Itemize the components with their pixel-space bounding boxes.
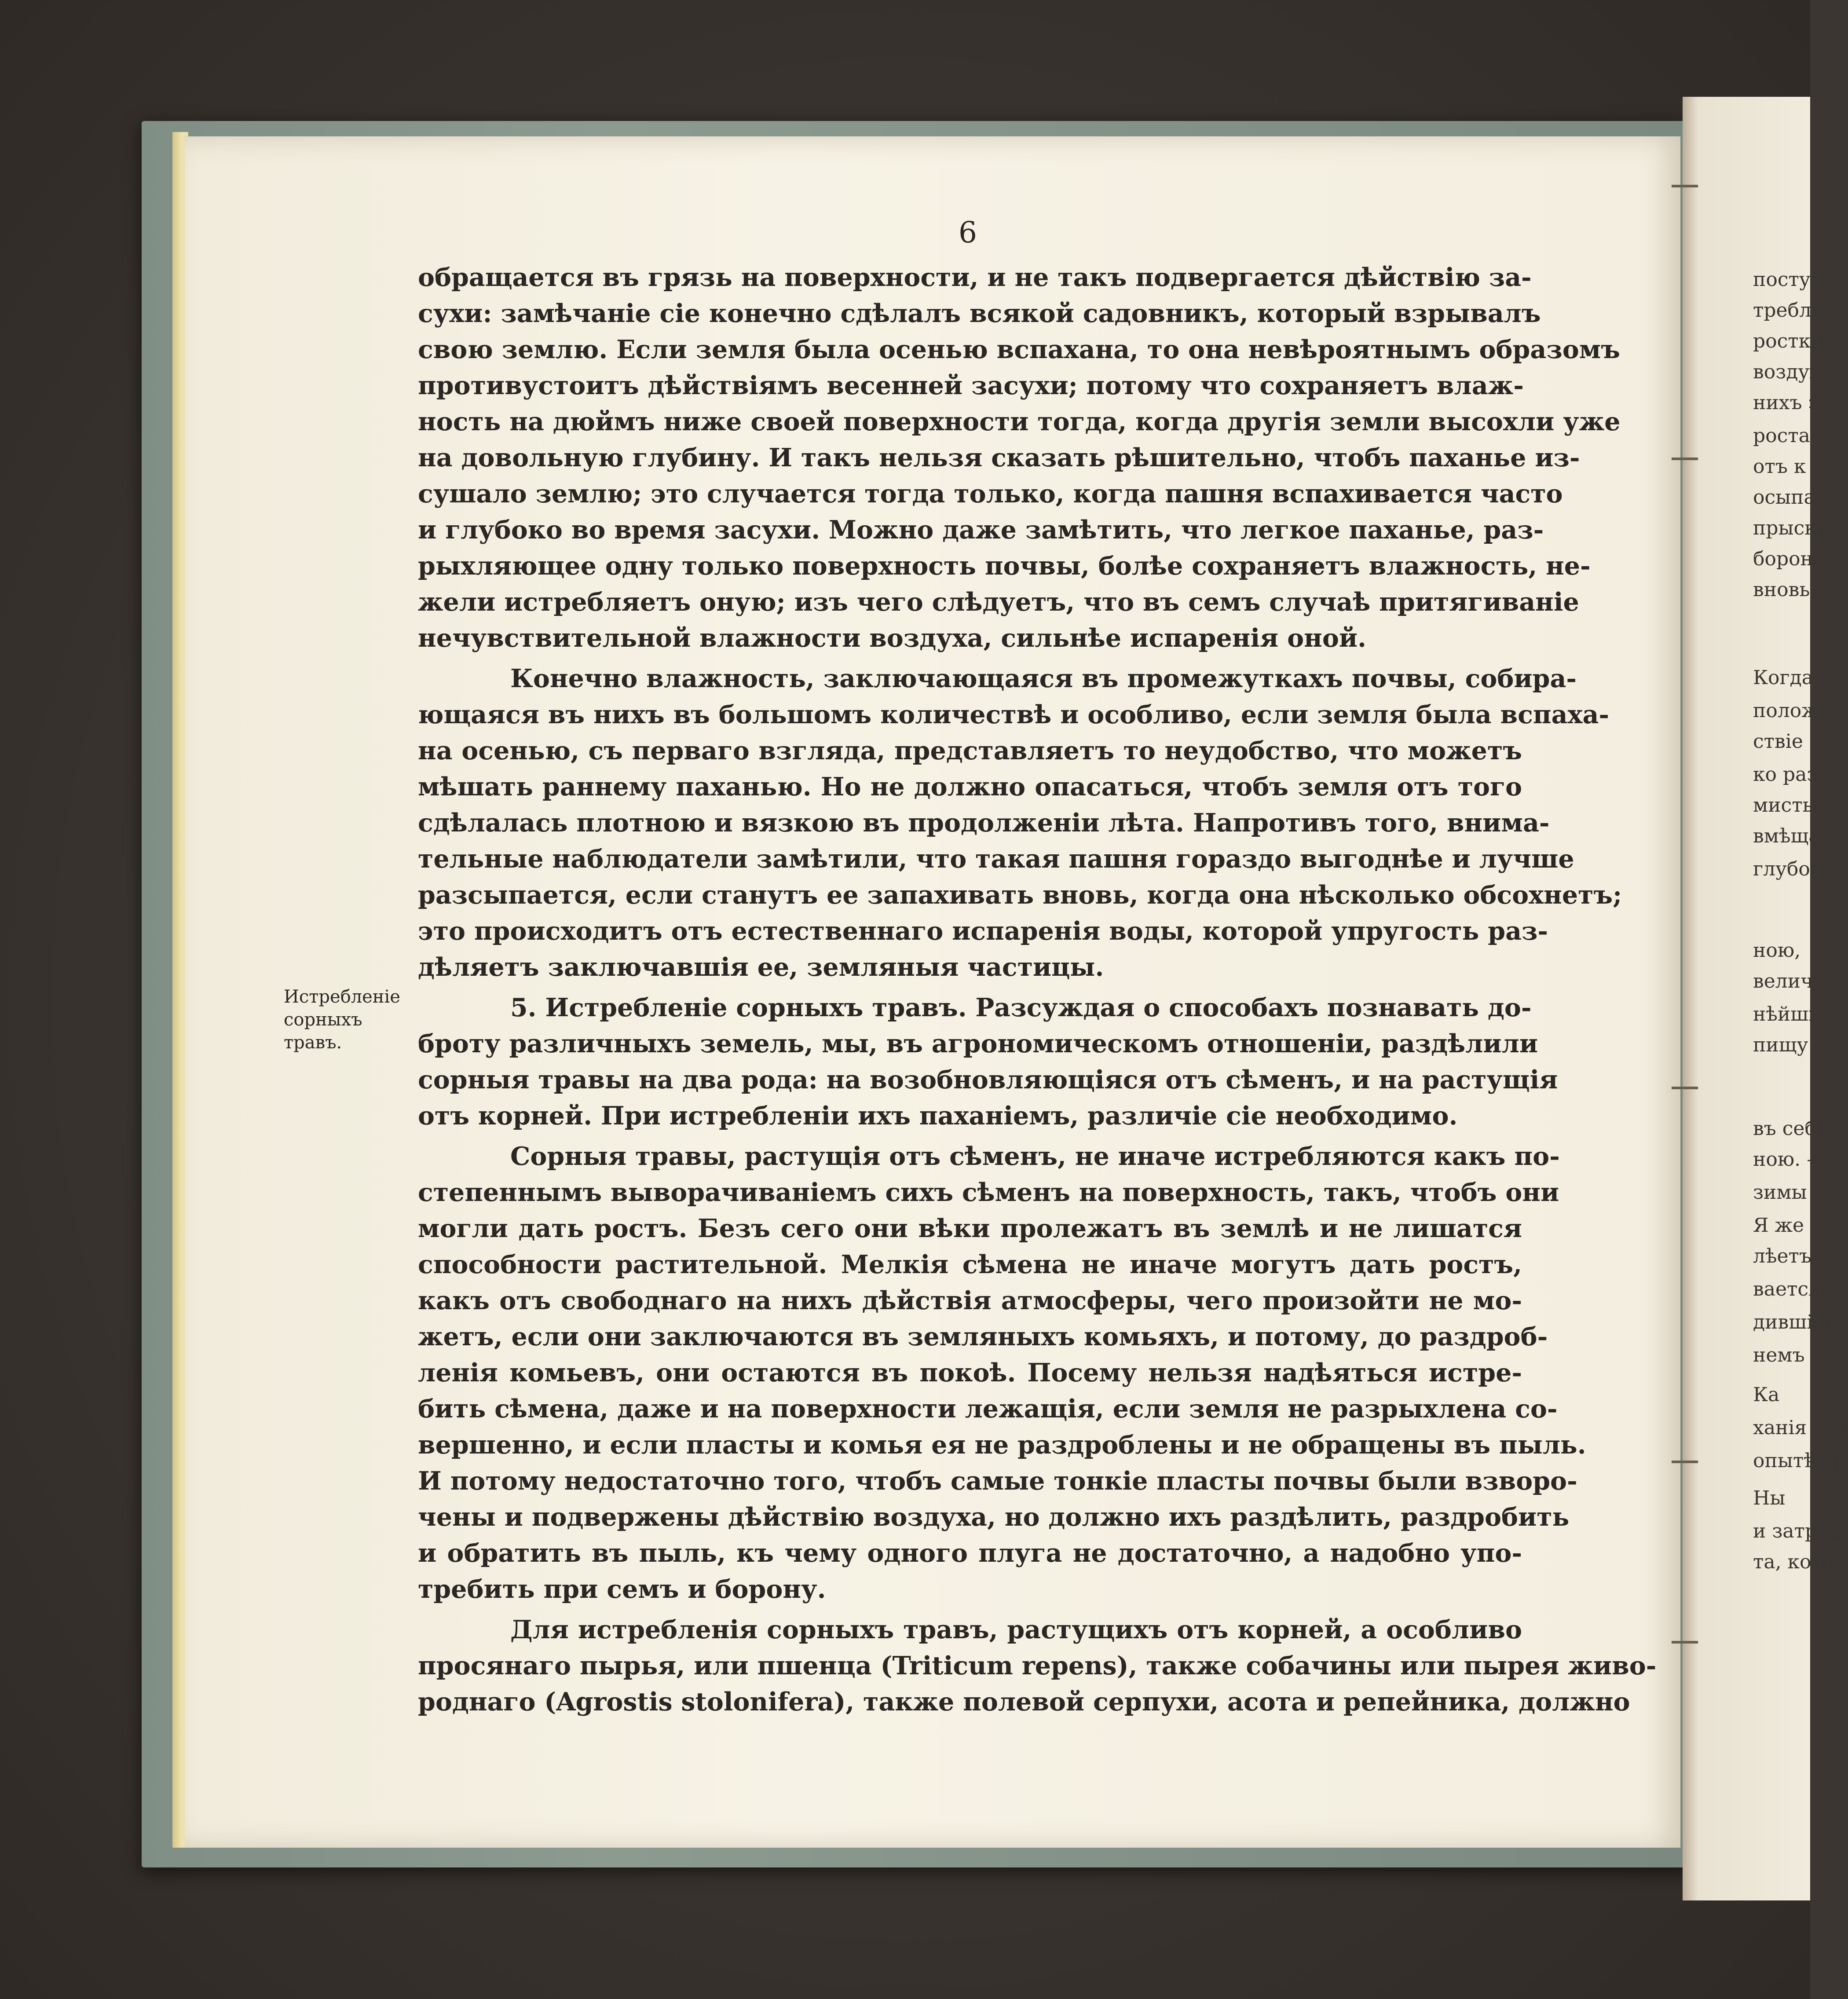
paragraph — [418, 260, 1621, 656]
facing-page-fragment: осыпа — [1753, 486, 1815, 509]
gutter-mark — [1672, 1461, 1698, 1463]
facing-page-fragment: зимы — [1753, 1181, 1807, 1204]
margin-note-line: Истребленіе — [284, 987, 400, 1007]
paragraph-gap — [418, 656, 1522, 661]
facing-page — [1683, 97, 1848, 1900]
margin-note-line: сорныхъ — [284, 1010, 362, 1030]
paragraph — [418, 661, 1622, 985]
margin-note — [284, 985, 411, 1054]
facing-page-fragment: отъ к — [1753, 455, 1806, 478]
facing-page-fragment: Когда — [1753, 666, 1813, 689]
text-line: Сорныя травы, растущія отъ сѣменъ, не иначе истребляются какъ по- — [510, 1142, 1560, 1171]
facing-page-fragment: лѣетъ — [1753, 1245, 1811, 1267]
facing-page-fragment: воздух — [1753, 361, 1821, 383]
text-line: могли дать ростъ. Безъ сего они вѣки пролежатъ въ землѣ и не лишатся — [418, 1214, 1522, 1243]
gutter-mark — [1672, 458, 1698, 460]
facing-page-fragment: поступа — [1753, 268, 1835, 291]
facing-page-fragment: опытѣ ср — [1753, 1450, 1845, 1472]
facing-page-fragment: Ка — [1753, 1384, 1780, 1406]
facing-page-fragment: ко раз — [1753, 763, 1818, 786]
text-line: сушало землю; это случается тогда только, когда пашня вспахивается часто — [418, 479, 1563, 509]
text-line: ность на дюймъ ниже своей поверхности тогда, когда другія земли высохли уже — [418, 407, 1621, 436]
text-line: 5. Истребленіе сорныхъ травъ. Разсуждая о способахъ познавать до- — [510, 993, 1532, 1022]
paragraph — [418, 1139, 1586, 1607]
text-line: свою землю. Если земля была осенью вспахана, то она невѣроятнымъ образомъ — [418, 335, 1620, 364]
facing-page-fragment: мисты — [1753, 794, 1818, 816]
text-line: противустоитъ дѣйствіямъ весенней засухи; потому что сохраняетъ влаж- — [418, 371, 1524, 400]
paragraph-gap — [418, 1607, 1522, 1612]
gutter-mark — [1672, 185, 1698, 187]
paragraph — [418, 1612, 1657, 1720]
page-number: 6 — [959, 216, 977, 249]
text-line: способности растительной. Мелкія сѣмена не иначе могутъ дать ростъ, — [418, 1250, 1522, 1279]
text-line: рыхляющее одну только поверхность почвы, болѣе сохраняетъ влажность, не- — [418, 551, 1591, 581]
text-line: отъ корней. При истребленіи ихъ паханіемъ, различіе сіе необходимо. — [418, 1101, 1458, 1131]
paragraph-gap — [418, 985, 1522, 990]
text-line: и обратить въ пыль, къ чему одного плуга не достаточно, а надобно упо- — [418, 1538, 1522, 1568]
gutter-mark — [1672, 1641, 1698, 1644]
text-line: и глубоко во время засухи. Можно даже замѣтить, что легкое паханье, раз- — [418, 515, 1544, 545]
text-line: просянаго пырья, или пшенца (Triticum repens), также собачины или пырея живо- — [418, 1651, 1657, 1680]
text-line: это происходитъ отъ естественнаго испаренія воды, которой упругость раз- — [418, 916, 1548, 946]
paragraph — [418, 990, 1558, 1134]
margin-note-line: травъ. — [284, 1032, 342, 1053]
facing-page-fragment: ною. — — [1753, 1148, 1826, 1171]
facing-page-fragment: треблял — [1753, 299, 1836, 322]
facing-page-fragment: въ себѣ — [1753, 1117, 1828, 1140]
text-line: на осенью, съ перваго взгляда, представляетъ то неудобство, что можетъ — [418, 736, 1522, 765]
text-line: бить сѣмена, даже и на поверхности лежащія, если земля не разрыхлена со- — [418, 1394, 1558, 1424]
text-line: ющаяся въ нихъ въ большомъ количествѣ и особливо, если земля была вспаха- — [418, 700, 1610, 729]
text-line: И потому недостаточно того, чтобъ самые тонкіе пласты почвы были взворо- — [418, 1466, 1577, 1496]
facing-page-fragment: бороно — [1753, 548, 1825, 570]
facing-page-fragment: ною, — [1753, 939, 1801, 962]
text-line: требить при семъ и борону. — [418, 1574, 826, 1604]
paragraph-gap — [418, 1134, 1522, 1139]
text-line: на довольную глубину. И такъ нельзя сказать рѣшительно, чтобъ паханье из- — [418, 443, 1580, 472]
text-line: тельные наблюдатели замѣтили, что такая пашня гораздо выгоднѣе и лучше — [418, 844, 1574, 874]
facing-page-fragment: вновь — [1753, 578, 1810, 601]
facing-page-fragment: нѣйши — [1753, 1003, 1822, 1025]
facing-page-fragment: нихъ з — [1753, 392, 1819, 414]
text-line: сухи: замѣчаніе сіе конечно сдѣлалъ всякой садовникъ, который взрывалъ — [418, 299, 1541, 328]
body-text — [418, 260, 1657, 1720]
text-line: Для истребленія сорныхъ травъ, растущихъ отъ корней, а особливо — [510, 1615, 1522, 1644]
text-line: роднаго (Agrostis stolonifera), также полевой серпухи, асота и репейника, должно — [418, 1687, 1630, 1717]
facing-page-fragment: прыски — [1753, 517, 1830, 539]
facing-page-fragment: вается, — [1753, 1278, 1827, 1300]
text-line: жели истребляетъ оную; изъ чего слѣдуетъ, что въ семъ случаѣ притягиваніе — [418, 587, 1579, 617]
text-line: Конечно влажность, заключающаяся въ промежуткахъ почвы, собира- — [510, 664, 1577, 693]
text-line: степеннымъ выворачиваніемъ сихъ сѣменъ на поверхность, такъ, чтобъ они — [418, 1178, 1559, 1207]
facing-page-fragment: ростки — [1753, 330, 1824, 352]
facing-page-fragment: Я же у — [1753, 1214, 1822, 1237]
facing-page-fragment: Ны — [1753, 1487, 1786, 1509]
text-line: разсыпается, если станутъ ее запахивать вновь, когда она нѣсколько обсохнетъ; — [418, 880, 1622, 910]
facing-page-fragment: немъ кл — [1753, 1344, 1836, 1366]
facing-page-fragment: дившіяся — [1753, 1311, 1848, 1333]
text-line: жетъ, если они заключаются въ земляныхъ комьяхъ, и потому, до раздроб- — [418, 1322, 1548, 1351]
text-line: нечувствительной влажности воздуха, сильнѣе испаренія оной. — [418, 623, 1367, 653]
text-line: мѣшать раннему паханью. Но не должно опасаться, чтобъ земля отъ того — [418, 772, 1522, 802]
facing-page-fragment: пищу — [1753, 1034, 1808, 1056]
text-line: ленія комьевъ, они остаются въ покоѣ. Посему нельзя надѣяться истре- — [418, 1358, 1522, 1388]
facing-page-fragment: и затруд — [1753, 1520, 1841, 1542]
facing-page-fragment: роста — [1753, 425, 1810, 447]
facing-page-fragment: полож — [1753, 699, 1819, 722]
facing-page-fragment: глубок — [1753, 858, 1822, 880]
gutter-mark — [1672, 1087, 1698, 1089]
text-line: какъ отъ свободнаго на нихъ дѣйствія атмосферы, чего произойти не мо- — [418, 1286, 1522, 1315]
text-line: чены и подвержены дѣйствію воздуха, но должно ихъ раздѣлить, раздробить — [418, 1502, 1570, 1532]
text-line: обращается въ грязь на поверхности, и не такъ подвергается дѣйствію за- — [418, 263, 1532, 292]
text-line: вершенно, и если пласты и комья ея не раздроблены и не обращены въ пыль. — [418, 1430, 1586, 1460]
text-line: сорныя травы на два рода: на возобновляющіяся отъ сѣменъ, и на растущія — [418, 1065, 1558, 1095]
facing-page-fragment: та, кото — [1753, 1551, 1834, 1573]
text-line: сдѣлалась плотною и вязкою въ продолженіи лѣта. Напротивъ того, внима- — [418, 808, 1550, 838]
facing-page-fragment: велич — [1753, 970, 1814, 992]
text-line: броту различныхъ земель, мы, въ агрономическомъ отношеніи, раздѣлили — [418, 1029, 1538, 1058]
text-line: дѣляетъ заключавшія ее, земляныя частицы. — [418, 952, 1104, 982]
facing-page-fragment: ствіе — [1753, 730, 1803, 753]
facing-page-fragment: ханія ска — [1753, 1417, 1848, 1439]
facing-page-fragment: вмѣща — [1753, 825, 1820, 847]
